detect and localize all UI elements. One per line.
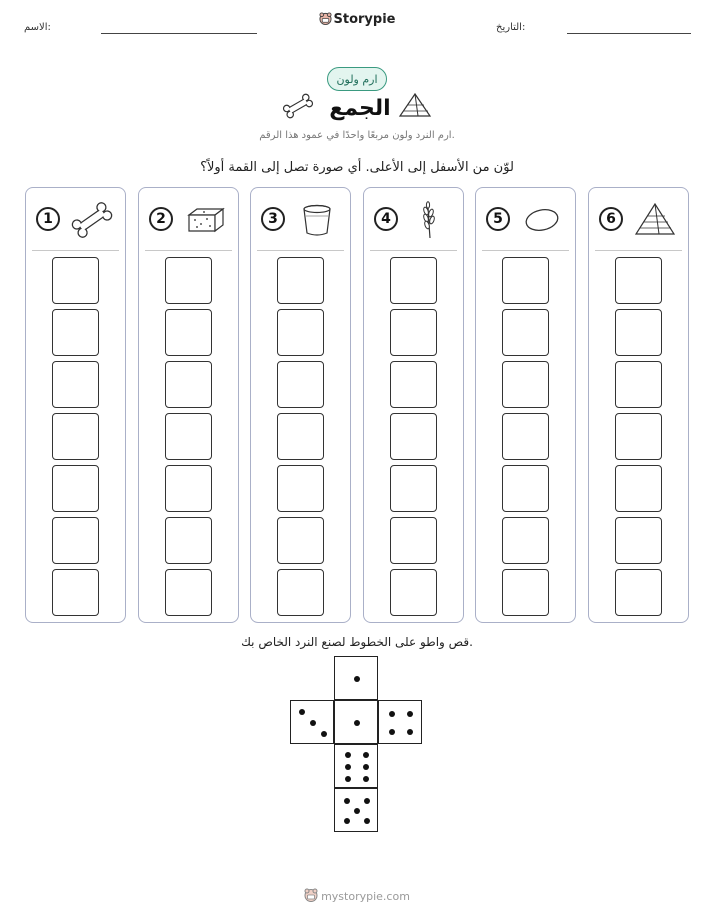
dice-pip: [321, 731, 327, 737]
color-square[interactable]: [277, 309, 324, 356]
dice-pip: [354, 808, 360, 814]
color-square[interactable]: [52, 361, 99, 408]
color-square[interactable]: [165, 517, 212, 564]
dice-pip: [363, 776, 369, 782]
color-square[interactable]: [165, 309, 212, 356]
column-divider: [595, 250, 682, 251]
color-square[interactable]: [615, 517, 662, 564]
sponge-icon: [183, 201, 227, 239]
color-square[interactable]: [502, 309, 549, 356]
brand: [0, 12, 714, 27]
column-divider: [145, 250, 232, 251]
footer-url[interactable]: mystorypie.com: [321, 890, 410, 903]
dice-face: [334, 788, 378, 832]
column-divider: [257, 250, 344, 251]
storypie-logo-icon: [319, 12, 332, 25]
dice-pip: [354, 720, 360, 726]
color-square[interactable]: [615, 569, 662, 616]
color-square[interactable]: [502, 517, 549, 564]
color-square[interactable]: [52, 309, 99, 356]
column-number: 1: [36, 207, 60, 231]
color-square[interactable]: [390, 465, 437, 512]
color-square[interactable]: [165, 413, 212, 460]
dice-pip: [389, 711, 395, 717]
color-square[interactable]: [165, 569, 212, 616]
name-line[interactable]: [101, 33, 257, 34]
color-square[interactable]: [277, 257, 324, 304]
dice-face: [378, 700, 422, 744]
bone-icon: [282, 93, 314, 119]
color-square[interactable]: [390, 257, 437, 304]
name-label: الاسم:: [24, 22, 51, 33]
dice-pip: [299, 709, 305, 715]
dice-pip: [345, 776, 351, 782]
dice-pip: [407, 729, 413, 735]
color-square[interactable]: [615, 257, 662, 304]
dice-pip: [345, 764, 351, 770]
pyramid-icon: [398, 92, 432, 120]
dice-pip: [363, 752, 369, 758]
dice-face: [334, 744, 378, 788]
column-number: 6: [599, 207, 623, 231]
column-divider: [32, 250, 119, 251]
dice-pip: [363, 764, 369, 770]
color-square[interactable]: [502, 465, 549, 512]
color-square[interactable]: [615, 465, 662, 512]
dice-face: [334, 656, 378, 700]
color-square[interactable]: [277, 413, 324, 460]
dice-pip: [344, 818, 350, 824]
color-square[interactable]: [615, 361, 662, 408]
footer: [0, 888, 714, 903]
color-square[interactable]: [165, 361, 212, 408]
column-number: 2: [149, 207, 173, 231]
dice-pip: [364, 818, 370, 824]
color-square[interactable]: [502, 413, 549, 460]
color-square[interactable]: [390, 517, 437, 564]
dice-face: [334, 700, 378, 744]
column-4: [363, 187, 464, 623]
color-square[interactable]: [390, 413, 437, 460]
cut-instruction: قص واطو على الخطوط لصنع النرد الخاص بك.: [241, 635, 473, 649]
color-square[interactable]: [615, 413, 662, 460]
color-square[interactable]: [277, 465, 324, 512]
column-number: 5: [486, 207, 510, 231]
dice-pip: [345, 752, 351, 758]
color-square[interactable]: [52, 517, 99, 564]
column-number: 3: [261, 207, 285, 231]
color-square[interactable]: [615, 309, 662, 356]
date-line[interactable]: [567, 33, 691, 34]
color-square[interactable]: [277, 569, 324, 616]
color-square[interactable]: [165, 465, 212, 512]
dice-pip: [310, 720, 316, 726]
column-3: [250, 187, 351, 623]
color-square[interactable]: [390, 361, 437, 408]
color-square[interactable]: [165, 257, 212, 304]
color-square[interactable]: [52, 413, 99, 460]
cup-icon: [295, 201, 339, 239]
color-square[interactable]: [390, 309, 437, 356]
color-square[interactable]: [52, 257, 99, 304]
instructions-subtitle: ارم النرد ولون مربعًا واحدًا في عمود هذا الرقم.: [259, 130, 455, 141]
pyramid-icon: [633, 201, 677, 239]
color-square[interactable]: [502, 257, 549, 304]
color-square[interactable]: [390, 569, 437, 616]
column-divider: [482, 250, 569, 251]
date-label: التاريخ:: [496, 22, 526, 33]
dice-pip: [389, 729, 395, 735]
dice-pip: [364, 798, 370, 804]
dice-pip: [407, 711, 413, 717]
color-square[interactable]: [502, 361, 549, 408]
dice-pip: [354, 676, 360, 682]
color-square[interactable]: [502, 569, 549, 616]
dice-face: [290, 700, 334, 744]
bone-icon: [70, 201, 114, 239]
brand-name: Storypie: [333, 12, 396, 27]
column-divider: [370, 250, 457, 251]
column-5: [475, 187, 576, 623]
dice-pip: [344, 798, 350, 804]
column-2: [138, 187, 239, 623]
page-title: الجمع: [329, 96, 391, 121]
column-number: 4: [374, 207, 398, 231]
storypie-logo-icon: [304, 888, 318, 902]
color-square[interactable]: [52, 465, 99, 512]
question-text: لوّن من الأسفل إلى الأعلى. أي صورة تصل إلى القمة أولاً؟: [200, 160, 514, 175]
potato-icon: [520, 201, 564, 239]
color-square[interactable]: [52, 569, 99, 616]
color-square[interactable]: [277, 361, 324, 408]
column-1: [25, 187, 126, 623]
game-type-badge: ارم ولون: [327, 67, 387, 91]
wheat-icon: [408, 201, 452, 239]
column-6: [588, 187, 689, 623]
color-square[interactable]: [277, 517, 324, 564]
